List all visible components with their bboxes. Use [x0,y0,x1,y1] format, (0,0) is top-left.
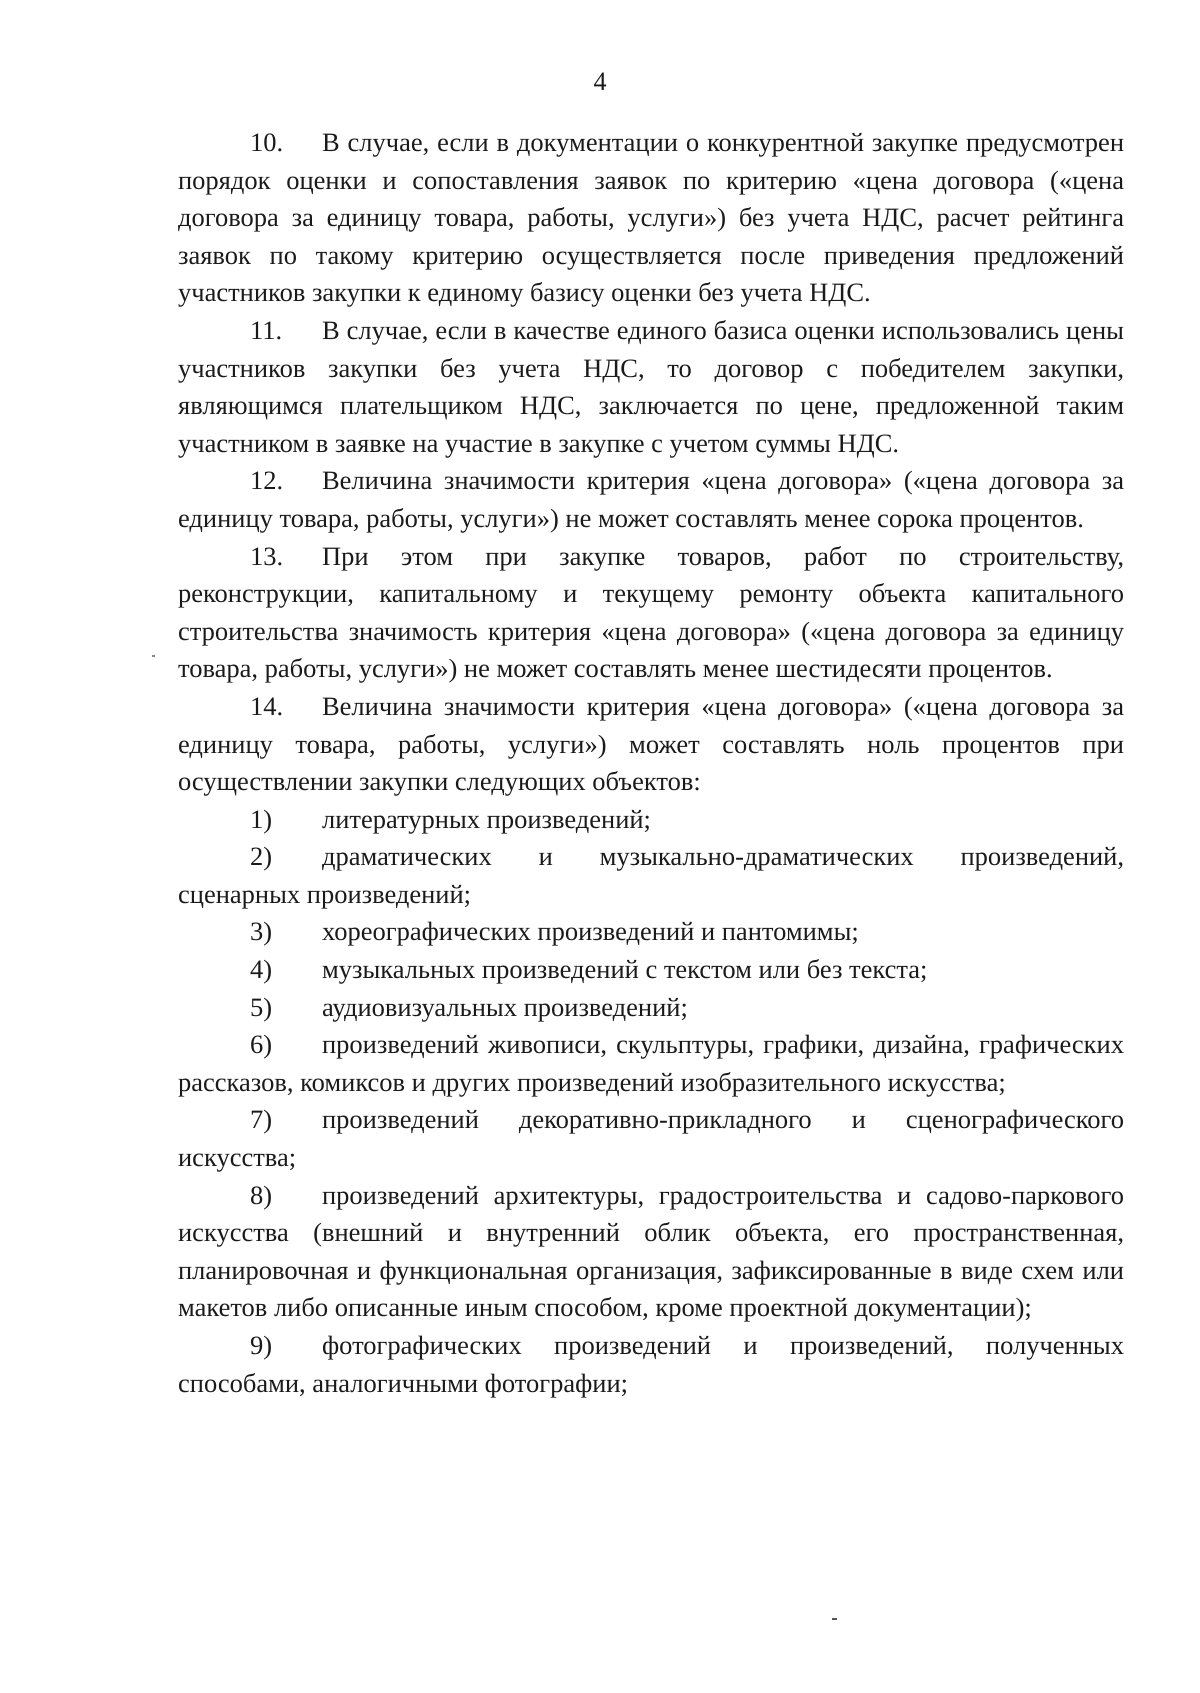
list-item-2 [178,838,1124,913]
list-item-number: 4) [250,954,273,985]
list-item-6 [178,1026,1124,1101]
list-item-text: произведений декоративно-прикладного и сценографического искусства; [178,1104,1124,1173]
list-item-text: литературных произведений; [322,803,651,834]
page-number: 4 [593,67,607,96]
list-item-number: 5) [250,991,273,1022]
list-item-4 [178,951,1124,989]
paragraph-text: При этом при закупке товаров, работ по строительству, реконструкции, капитальному и текущему ремонту объекта капитального строительства значимость критерия «цена договора» («цена договора за единицу товара, работы, услуги») не может составлять менее шестидесяти процентов. [178,540,1124,684]
scan-artifact [832,1618,837,1620]
paragraph-10 [178,124,1124,312]
list-item-1 [178,801,1124,839]
list-item-number: 2) [250,841,273,872]
list-item-text: музыкальных произведений с текстом или без текста; [322,954,928,985]
list-item-number: 7) [250,1104,273,1135]
paragraph-13 [178,538,1124,688]
list-item-9 [178,1327,1124,1402]
scan-artifact [152,655,155,657]
list-item-number: 9) [250,1330,273,1360]
list-item-number: 8) [250,1179,273,1210]
paragraph-number: 10. [250,127,284,157]
paragraph-11 [178,312,1124,462]
list-item-text: произведений живописи, скульптуры, графики, дизайна, графических рассказов, комиксов и других произведений изобразительного искусства; [178,1029,1124,1097]
list-item-number: 1) [250,803,273,834]
paragraph-12 [178,462,1124,537]
list-item-text: хореографических произведений и пантомимы; [322,916,859,947]
list-item-3 [178,913,1124,951]
paragraph-number: 12. [250,465,284,496]
document-body [178,124,1124,1402]
list-item-text: драматических и музыкально-драматических произведений, сценарных произведений; [178,841,1124,909]
paragraph-text: В случае, если в качестве единого базиса оценки использовались цены участников закупки без учета НДС, то договор с победителем закупки, являющимся плательщиком НДС, заключается по цене, предложенной таким участником в заявке на участие в закупке с учетом суммы НДС. [178,314,1124,458]
list-item-text: аудиовизуальных произведений; [322,991,688,1022]
paragraph-number: 11. [250,314,283,345]
paragraph-number: 14. [250,690,284,721]
paragraph-text: Величина значимости критерия «цена договора» («цена договора за единицу товара, работы, услуги») не может составлять менее сорока процентов. [178,465,1124,533]
paragraph-text: В случае, если в документации о конкурентной закупке предусмотрен порядок оценки и сопоставления заявок по критерию «цена договора («цена договора за единицу товара, работы, услуги») без учета НДС, расчет рейтинга заявок по такому критерию осуществляется после приведения предложений участников закупки к единому базису оценки без учета НДС. [178,127,1124,308]
list-item-number: 3) [250,916,273,947]
list-item-7 [178,1101,1124,1176]
paragraph-text: Величина значимости критерия «цена договора» («цена договора за единицу товара, работы, услуги») может составлять ноль процентов при осуществлении закупки следующих объектов: [178,690,1124,797]
list-item-number: 6) [250,1029,273,1060]
list-item-5 [178,989,1124,1027]
list-item-8 [178,1177,1124,1327]
list-item-text: фотографических произведений и произведений, полученных способами, аналогичными фотографии; [178,1330,1124,1398]
list-item-text: произведений архитектуры, градостроительства и садово-паркового искусства (внешний и внутренний облик объекта, его пространственная, планировочная и функциональная организация, зафиксированные в виде схем или макетов либо описанные иным способом, кроме проектной документации); [178,1179,1124,1323]
paragraph-14 [178,688,1124,801]
paragraph-number: 13. [250,540,284,571]
